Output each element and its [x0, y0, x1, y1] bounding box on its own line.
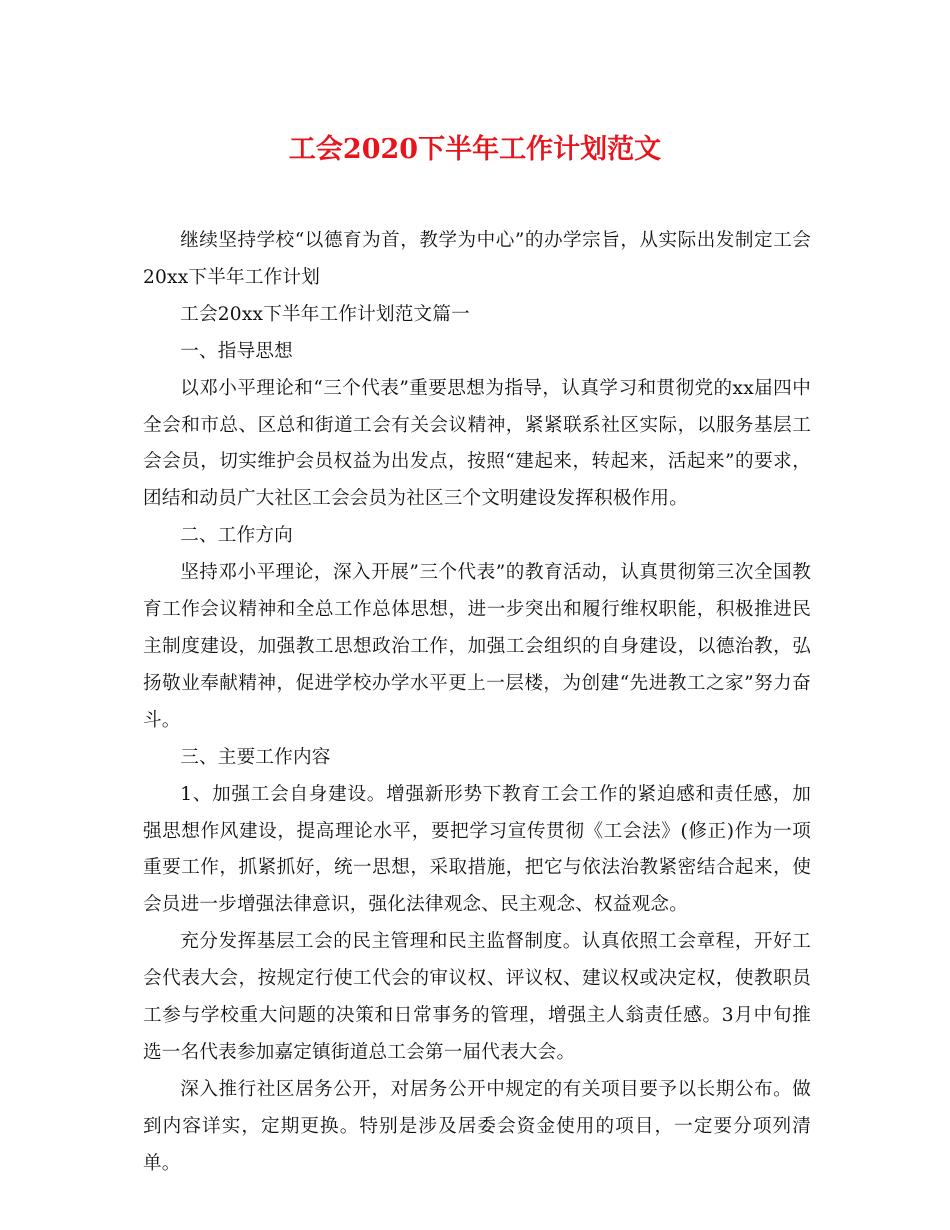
paragraph-guiding-ideology: 以邓小平理论和“三个代表”重要思想为指导，认真学习和贯彻党的xx届四中全会和市总、区总和街道工会有关会议精神，紧紧联系社区实际，以服务基层工会会员，切实维护会员权益为出发点，按照“建起来，转起来，活起来”的要求，团结和动员广大社区工会会员为社区三个文明建设发挥积极作用。 [143, 377, 811, 510]
document-title: 工会2020下半年工作计划范文 [288, 134, 662, 165]
paragraph-work-direction: 坚持邓小平理论，深入开展”三个代表”的教育活动，认真贯彻第三次全国教育工作会议精神和全总工作总体思想，进一步突出和履行维权职能，积极推进民主制度建设，加强教工思想政治工作，加强工会组织的自身建设，以德治教，弘扬敬业奉献精神，促进学校办学水平更上一层楼，为创建“先进教工之家”努力奋斗。 [143, 562, 811, 731]
paragraph-democratic-management: 充分发挥基层工会的民主管理和民主监督制度。认真依照工会章程，开好工会代表大会，按规定行使工代会的审议权、评议权、建议权或决定权，使教职员工参与学校重大问题的决策和日常事务的管理，增强主人翁责任感。3月中旬推选一名代表参加嘉定镇街道总工会第一届代表大会。 [143, 931, 811, 1063]
document-body [143, 223, 811, 1183]
paragraph-main-content-1: 1、加强工会自身建设。增强新形势下教育工会工作的紧迫感和责任感，加强思想作风建设，提高理论水平，要把学习宣传贯彻《工会法》(修正)作为一项重要工作，抓紧抓好，统一思想，采取措施，把它与依法治教紧密结合起来，使会员进一步增强法律意识，强化法律观念、民主观念、权益观念。 [143, 783, 811, 916]
paragraph-intro: 继续坚持学校“以德育为首，教学为中心”的办学宗旨，从实际出发制定工会20xx下半年工作计划 [143, 230, 811, 288]
section-heading-work-direction: 二、工作方向 [180, 525, 293, 547]
section-heading-main-content: 三、主要工作内容 [180, 746, 331, 768]
paragraph-subtitle: 工会20xx下半年工作计划范文篇一 [180, 303, 470, 325]
paragraph-community-affairs: 深入推行社区居务公开，对居务公开中规定的有关项目要予以长期公布。做到内容详实，定期更换。特别是涉及居委会资金使用的项目，一定要分项列清单。 [143, 1078, 811, 1174]
section-heading-guiding-ideology: 一、指导思想 [180, 340, 293, 362]
